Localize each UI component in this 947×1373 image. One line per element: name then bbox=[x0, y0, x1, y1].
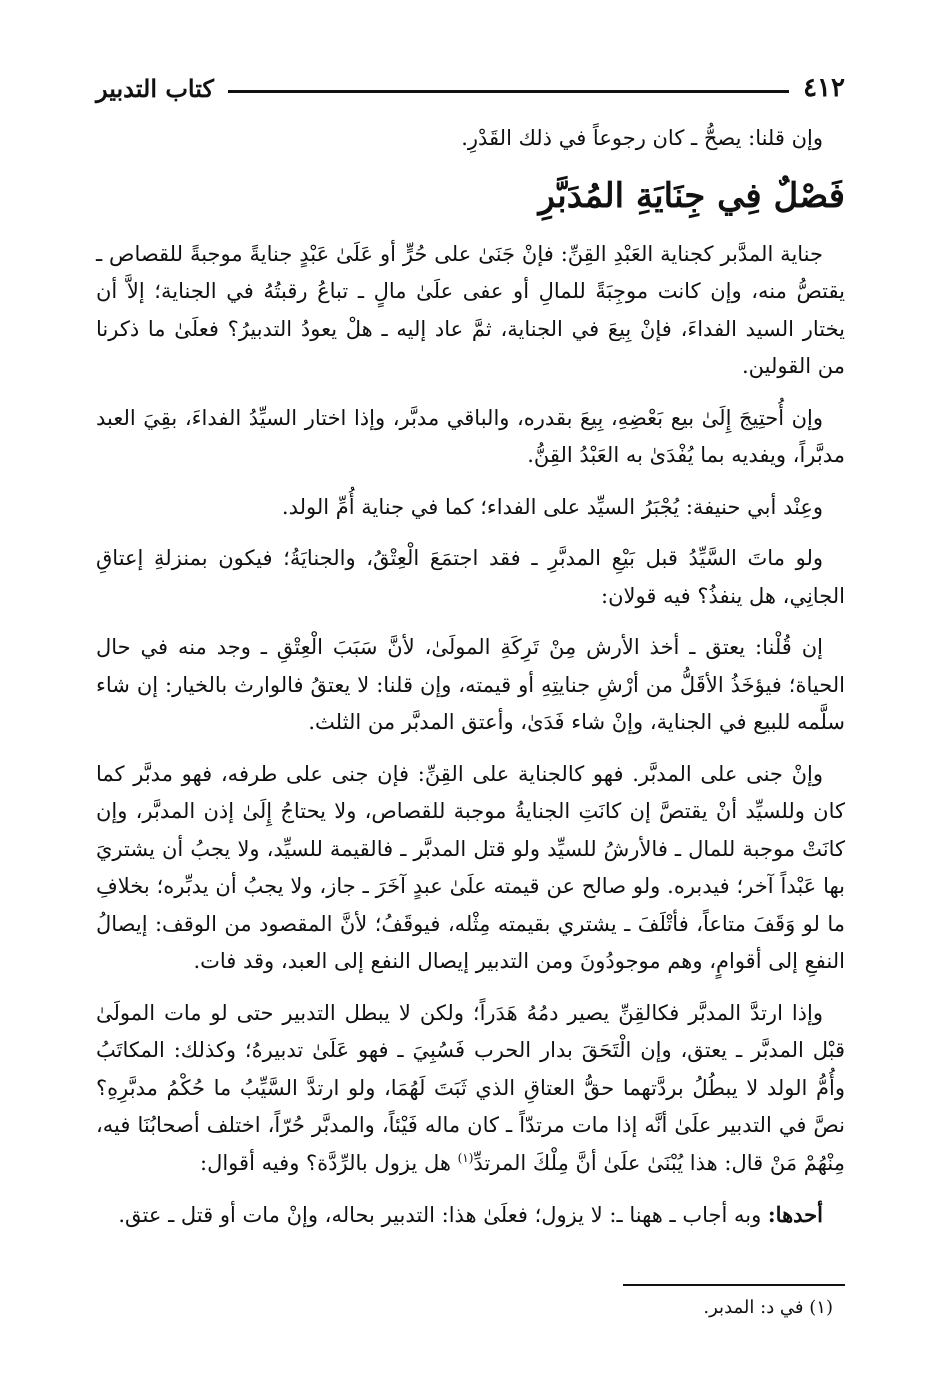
footnote-area bbox=[96, 1284, 845, 1324]
main-text bbox=[96, 120, 845, 1249]
header-rule bbox=[228, 90, 789, 93]
book-title: كتاب التدبير bbox=[96, 73, 214, 103]
paragraph-8 bbox=[96, 1196, 845, 1235]
section-heading: فَصْلٌ فِي جِنَايَةِ المُدَبَّرِ bbox=[538, 175, 845, 216]
page-number: ٤١٢ bbox=[803, 73, 845, 103]
footnote-marker[interactable]: (١) bbox=[457, 1150, 474, 1165]
paragraph-4: ولو ماتَ السَّيِّدُ قبل بَيْعِ المدبَّرِ ـ فقد اجتمَعَ الْعِتْقُ، والجنايَةُ؛ فيكون بمنزلةِ إعتاقِ الجانِي، هل ينفذُ؟ فيه قولان: bbox=[96, 546, 845, 608]
paragraph-2: وإن أُحتِيجَ إِلَىٰ بيع بَعْضِهِ، بِيعَ بقدره، والباقي مدبَّر، وإذا اختار السيِّدُ الفداءَ، بقِيَ العبد مدبَّراً، ويفديه بما يُفْدَىٰ به العَبْدُ القِنُّ. bbox=[96, 405, 845, 467]
paragraph-6: وإنْ جنى على المدبَّر. فهو كالجناية على القِنِّ: فإن جنى على طرفه، فهو مدبَّر كما كان وللسيِّد أنْ يقتصَّ إن كانَتِ الجنايةُ موجبة للقصاص، ولا يحتاجُ إِلَىٰ إذن المدبَّر، وإن كانَتْ موجبة للمال ـ فالأرشُ للسيِّد ولو قتل المدبَّر ـ فالقيمة للسيِّد، ولا يجبُ أن يشتريَ بها عَبْداً آخر؛ فيدبره. ولو صالح عن قيمته علَىٰ عبدٍ آخَرَ ـ جاز، ولا يجبُ أن يدبِّره؛ بخلافِ ما لو وَقَفَ متاعاً، فأتْلَفَ ـ يشتري بقيمته مِثْله، فيوقَفُ؛ لأنَّ المقصود من الوقف: إيصالُ النفعِ إلى أقوامٍ، وهم موجودُونَ ومن التدبير إيصال النفع إلى العبد، وقد فات. bbox=[96, 761, 845, 973]
paragraph-7 bbox=[96, 995, 845, 1183]
paragraph-8-lead: أحدها: bbox=[767, 1202, 823, 1227]
paragraph-8-text: وبه أجاب ـ ههنا ـ: لا يزول؛ فعلَىٰ هذا: التدبير بحاله، وإنْ مات أو قتل ـ عتق. bbox=[118, 1203, 768, 1227]
intro-paragraph: وإن قلنا: يصحُّ ـ كان رجوعاً في ذلك القَدْرِ. bbox=[461, 126, 823, 150]
paragraph-7-part-a: وإذا ارتدَّ المدبَّر فكالقِنِّ يصير دمُهُ هَدَراً؛ ولكن لا يبطل التدبير حتى لو مات المولَىٰ قبْل المدبَّر ـ يعتق، وإن الْتَحَقَ بدار الحرب فَسُبِيَ ـ فهو عَلَىٰ تدبيرهُ؛ وكذلك: المكاتَبُ وأُمُّ الولد لا يبطُلُ بردَّتهما حقُّ العتاقِ الذي ثَبَتَ لَهُمَا، ولو ارتدَّ السَّيِّبُ ما حُكْمُ مدبَّرِهِ؟ نصَّ في التدبير علَىٰ أنَّه إذا مات مرتدّاً ـ كان ماله فَيْئاً، والمدبَّر حُرّاً، اختلف أصحابُنَا فيه، مِنْهُمْ مَنْ قال: هذا يُبْنَىٰ علَىٰ أنَّ مِلْكَ المرتدِّ bbox=[96, 1000, 845, 1175]
footnote-text: (١) في د: المدبر. bbox=[703, 1297, 833, 1318]
running-header bbox=[96, 68, 845, 108]
paragraph-3: وعِنْد أبي حنيفة: يُجْبَرُ السيِّد على الفداء؛ كما في جناية أُمِّ الولد. bbox=[281, 494, 823, 519]
paragraph-5: إن قُلْنا: يعتق ـ أخذ الأرش مِنْ تَرِكَةِ المولَىٰ، لأنَّ سَبَبَ الْعِتْقِ ـ وجد منه في حال الحياة؛ فيؤخَذُ الأقَلُّ من أرْشِ جنايتِهِ أو قيمته، وإن قلنا: لا يعتقُ فالوارث بالخيار: إن شاء سلَّمه للبيع في الجناية، وإنْ شاء فَدَىٰ، وأعتق المدبَّر من الثلث. bbox=[96, 635, 845, 734]
paragraph-1: جناية المدَّبر كجناية العَبْدِ القِنِّ: فإنْ جَنَىٰ على حُرٍّ أو عَلَىٰ عَبْدٍ جنايةً موجبةً للقصاص ـ يقتصُّ منه، وإن كانت موجِبَةً للمالِ أو عفى علَىٰ مالٍ ـ تباعُ رقبتُهُ في الجناية؛ إلاَّ أن يختار السيد الفداءَ، فإنْ بِيعَ في الجناية، ثمَّ عاد إليه ـ هلْ يعودُ التدبيرُ؟ فعلَىٰ ما ذكرنا من القولين. bbox=[96, 241, 845, 378]
paragraph-7-part-b: هل يزول بالرِّدَّة؟ وفيه أقوال: bbox=[200, 1150, 458, 1175]
footnote-rule bbox=[623, 1284, 845, 1286]
